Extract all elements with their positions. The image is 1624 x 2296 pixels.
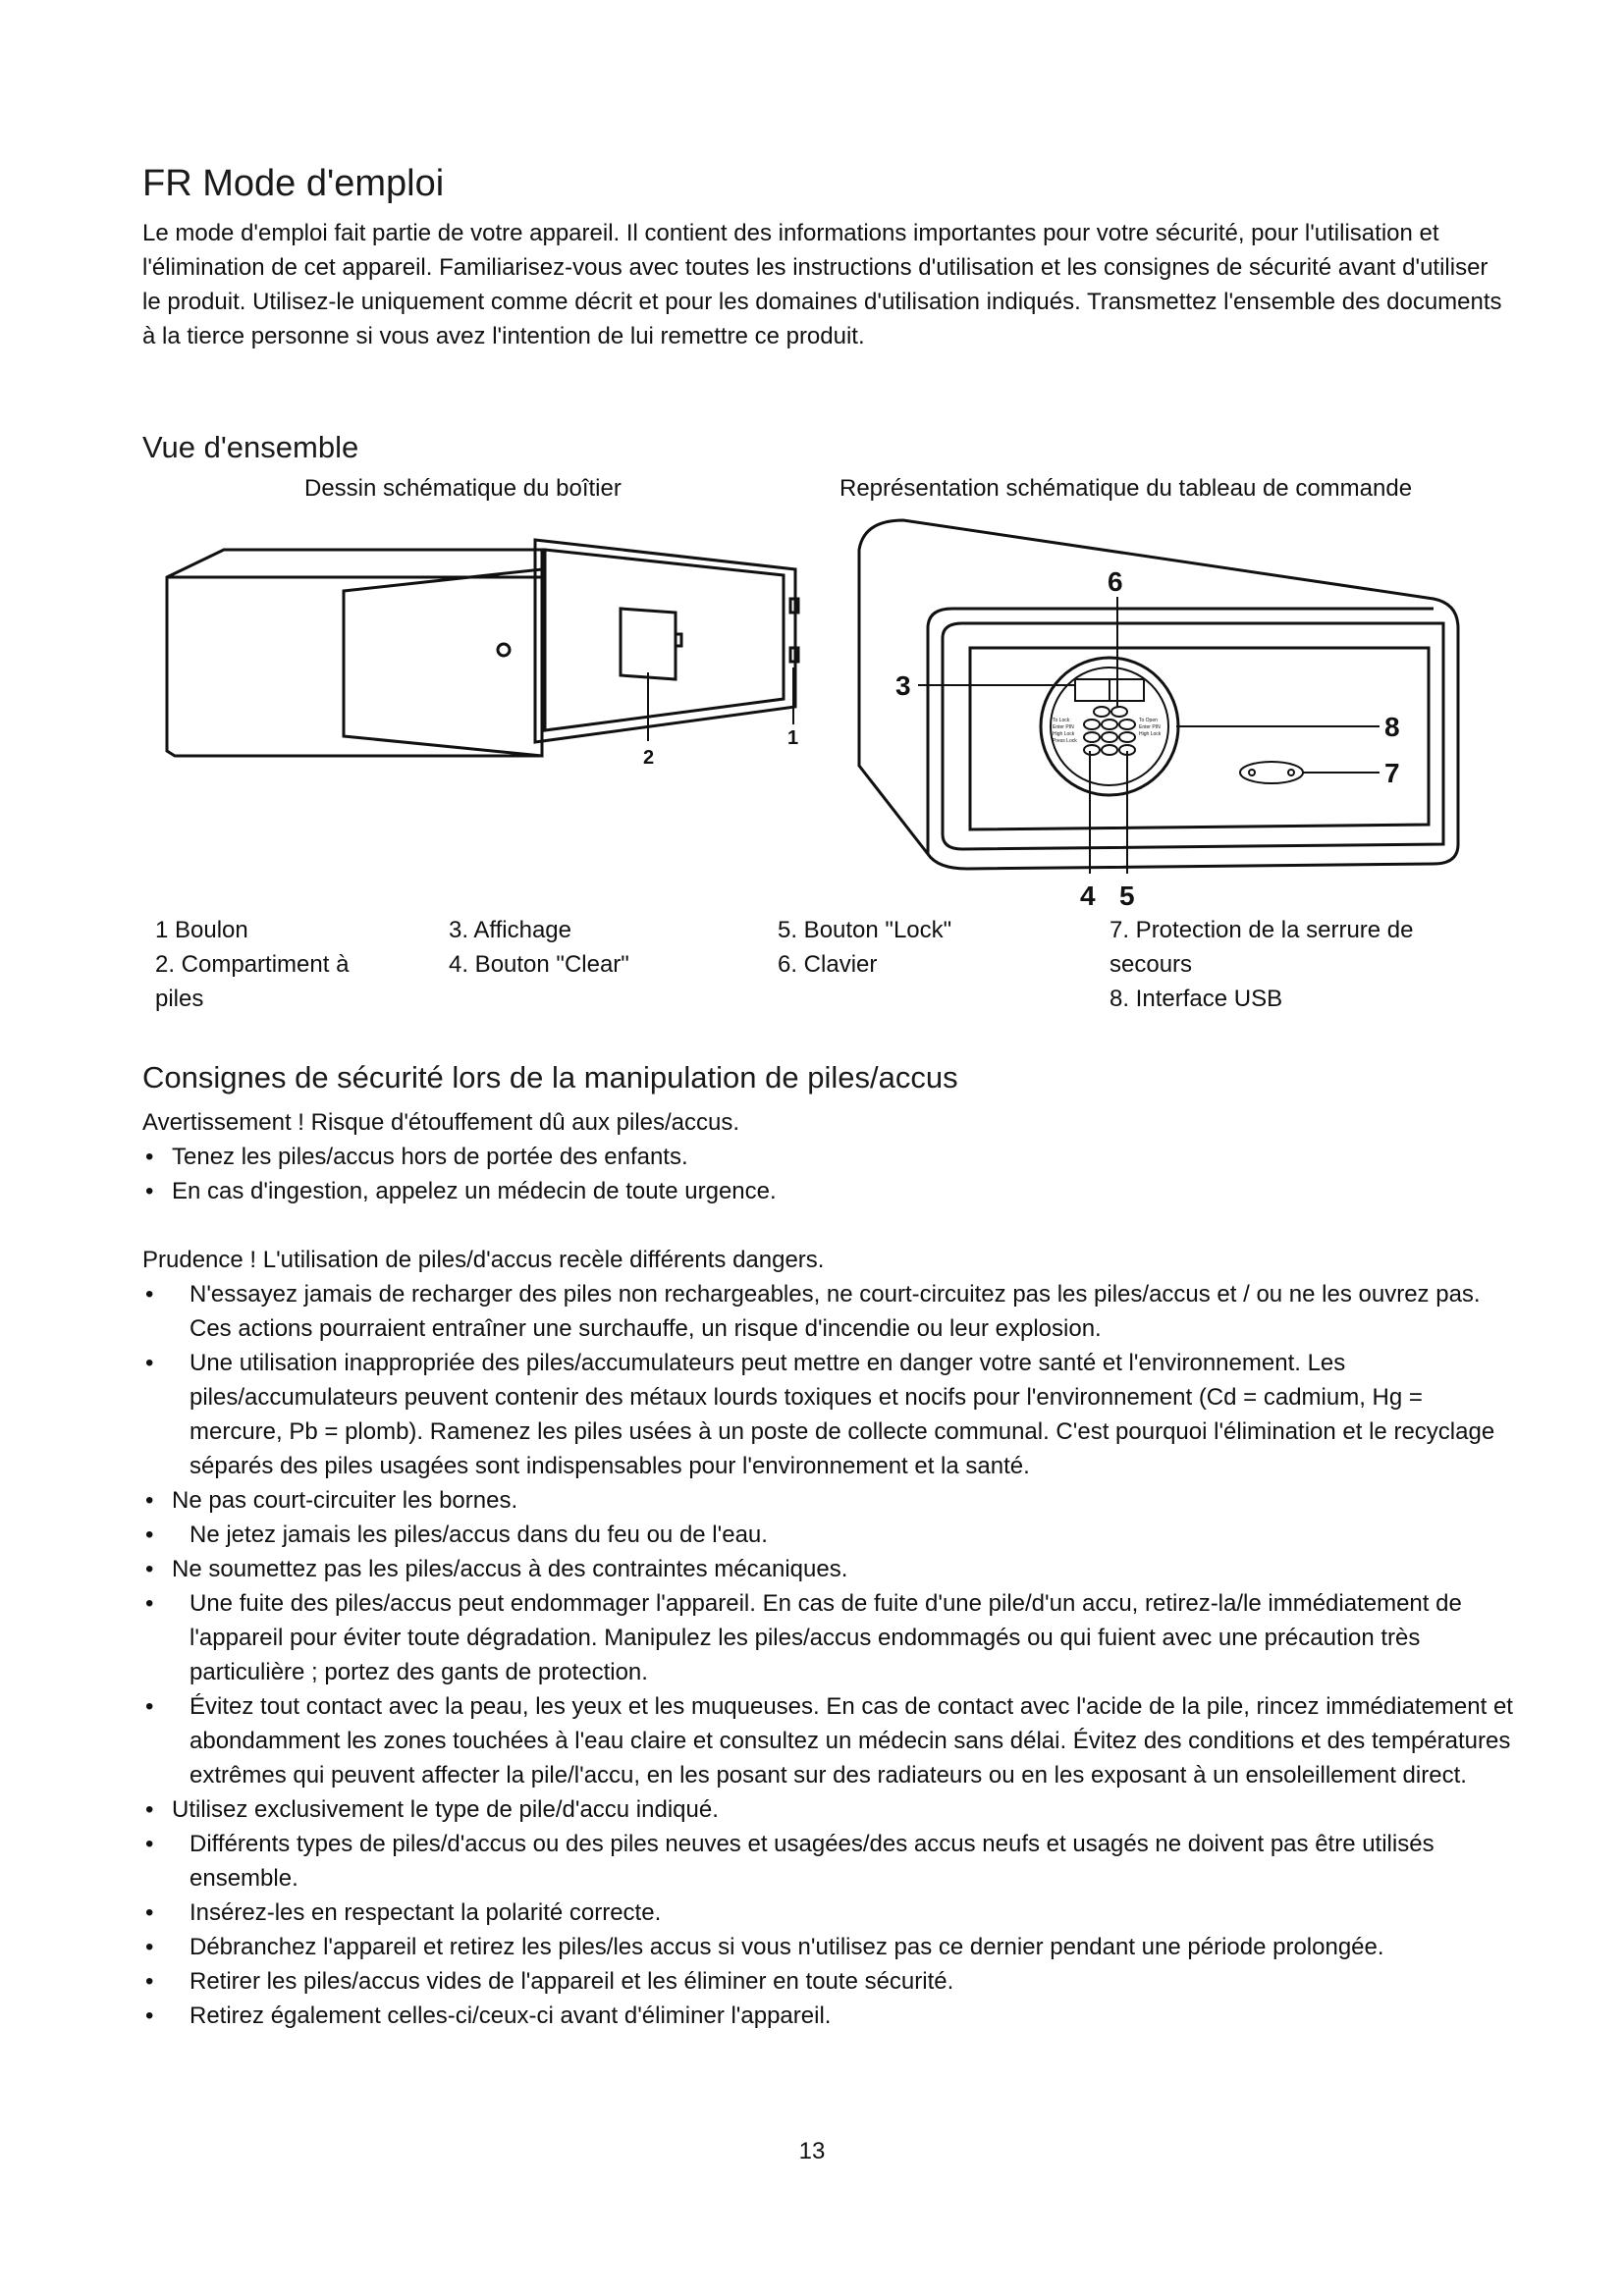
caption-housing: Dessin schématique du boîtier: [304, 475, 622, 502]
list-item: • Débranchez l'appareil et retirez les piles/les accus si vous n'utilisez pas ce dernier pendant une période prolongée.: [142, 1930, 1517, 1964]
control-panel-diagram: [844, 510, 1492, 923]
list-item: • Ne pas court-circuiter les bornes.: [142, 1483, 1517, 1518]
safe-body-outline: [167, 550, 542, 756]
legend-column-2: [449, 913, 629, 982]
overview-heading: Vue d'ensemble: [142, 430, 359, 464]
list-item: • Insérez-les en respectant la polarité correcte.: [142, 1896, 1517, 1930]
legend-item: 2. Compartiment à: [155, 951, 350, 978]
list-item: • Ne jetez jamais les piles/accus dans du feu ou de l'eau.: [142, 1518, 1517, 1552]
callout-label-7: 7: [1384, 758, 1400, 788]
safe-housing-diagram: [157, 530, 825, 785]
callout-label-4: 4: [1080, 881, 1096, 911]
list-item: • N'essayez jamais de recharger des piles non rechargeables, ne court-circuitez pas les piles/accus et / ou ne les ouvrez pas. Ces actions pourraient entraîner une surchauffe, un risque d'incendie ou leur explosion.: [142, 1277, 1517, 1346]
callout-label-6: 6: [1108, 566, 1123, 597]
callout-label-5: 5: [1119, 881, 1135, 911]
legend-item: 5. Bouton "Lock": [778, 917, 952, 943]
keypad-dial: [1041, 658, 1178, 795]
safety-heading: Consignes de sécurité lors de la manipulation de piles/accus: [142, 1060, 958, 1095]
callout-label-1: 1: [787, 727, 799, 749]
caution-list: [142, 1277, 1517, 2033]
legend-item: 8. Interface USB: [1110, 986, 1283, 1012]
list-item: • Tenez les piles/accus hors de portée des enfants.: [142, 1140, 1517, 1174]
warning-list: [142, 1140, 1517, 1208]
legend-item: 1 Boulon: [155, 917, 248, 943]
list-item: • Ne soumettez pas les piles/accus à des contraintes mécaniques.: [142, 1552, 1517, 1586]
list-item: • Une utilisation inappropriée des piles/accumulateurs peut mettre en danger votre santé et l'environnement. Les piles/accumulateurs peuvent contenir des métaux lourds toxiques et nocifs pour l'environnement (Cd = cadmium, Hg = mercure, Pb = plomb). Ramenez les piles usées à un poste de collecte communal. C'est pourquoi l'élimination et le recyclage séparés des piles usagées sont indispensables pour l'environnement et la santé.: [142, 1346, 1517, 1483]
callout-label-8: 8: [1384, 712, 1400, 742]
page-number: 13: [798, 2138, 826, 2164]
safety-section: [142, 1105, 1517, 2033]
callout-label-2: 2: [643, 747, 655, 769]
keypad-text-high-lock-a: High Lock: [1053, 731, 1075, 737]
warning-line: Avertissement ! Risque d'étouffement dû aux piles/accus.: [142, 1109, 740, 1136]
list-item: • Évitez tout contact avec la peau, les yeux et les muqueuses. En cas de contact avec l'acide de la pile, rincez immédiatement et abondamment les zones touchées à l'eau claire et consultez un médecin sans délai. Évitez des conditions et des températures extrêmes qui peuvent affecter la pile/l'accu, en les posant sur des radiateurs ou en les exposant à un ensoleillement direct.: [142, 1689, 1517, 1792]
callout-label-3: 3: [895, 670, 911, 701]
keypad-text-high-lock-b: High Lock: [1139, 731, 1162, 737]
legend-item: piles: [155, 986, 204, 1012]
legend-column-4: [1110, 913, 1414, 1016]
list-item: • Différents types de piles/d'accus ou des piles neuves et usagées/des accus neufs et usagés ne doivent pas être utilisés ensemble.: [142, 1827, 1517, 1896]
legend-item: secours: [1110, 951, 1193, 978]
list-item: • Retirez également celles-ci/ceux-ci avant d'éliminer l'appareil.: [142, 1999, 1517, 2033]
keypad-text-to-lock: To Lock: [1053, 718, 1070, 723]
keypad-text-press-lock: Press Lock: [1053, 738, 1077, 744]
list-item: • En cas d'ingestion, appelez un médecin de toute urgence.: [142, 1174, 1517, 1208]
keypad-small-text: [1053, 718, 1162, 744]
page-title: FR Mode d'emploi: [142, 163, 445, 204]
keypad-text-to-open: To Open: [1139, 718, 1158, 723]
legend-item: 4. Bouton "Clear": [449, 951, 629, 978]
keypad-text-enter-pin-a: Enter PIN: [1053, 724, 1074, 730]
list-item: • Retirer les piles/accus vides de l'appareil et les éliminer en toute sécurité.: [142, 1964, 1517, 1999]
legend-column-3: [778, 913, 951, 982]
caption-control-panel: Représentation schématique du tableau de commande: [839, 475, 1413, 502]
legend-column-1: [155, 913, 349, 1016]
keypad-text-enter-pin-b: Enter PIN: [1139, 724, 1161, 730]
caution-line: Prudence ! L'utilisation de piles/d'accus recèle différents dangers.: [142, 1247, 825, 1273]
emergency-lock-cover: [1240, 762, 1303, 783]
list-item: • Une fuite des piles/accus peut endommager l'appareil. En cas de fuite d'une pile/d'un accu, retirez-la/le immédiatement de l'appareil pour éviter toute dégradation. Manipulez les piles/accus endommagés ou qui fuient avec une précaution très particulière ; portez des gants de protection.: [142, 1586, 1517, 1689]
list-item: • Utilisez exclusivement le type de pile/d'accu indiqué.: [142, 1792, 1517, 1827]
legend-item: 6. Clavier: [778, 951, 878, 978]
legend-item: 7. Protection de la serrure de: [1110, 917, 1414, 943]
keypad-buttons: [1084, 707, 1135, 755]
legend-item: 3. Affichage: [449, 917, 571, 943]
intro-paragraph: Le mode d'emploi fait partie de votre appareil. Il contient des informations importantes pour votre sécurité, pour l'utilisation et l'élimination de cet appareil. Familiarisez-vous avec toutes les instructions d'utilisation et les consignes de sécurité avant d'utiliser le produit. Utilisez-le uniquement comme décrit et pour les domaines d'utilisation indiqués. Transmettez l'ensemble des documents à la tierce personne si vous avez l'intention de lui remettre ce produit.: [142, 220, 1502, 349]
safe-door-outline: [535, 540, 798, 742]
